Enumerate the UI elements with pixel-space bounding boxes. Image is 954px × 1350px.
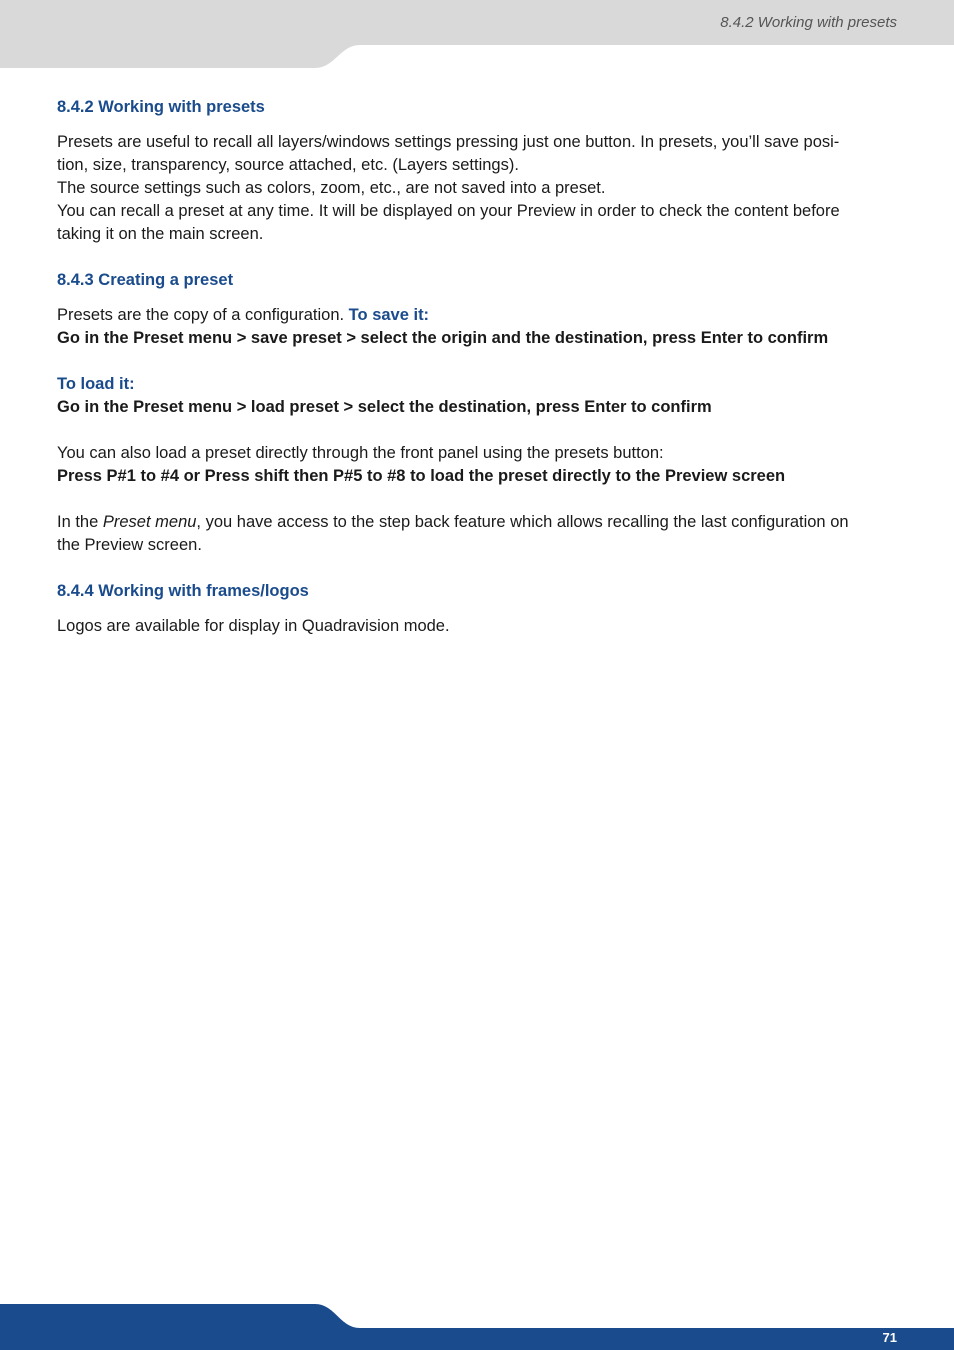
section-heading-844: 8.4.4 Working with frames/logos: [57, 582, 309, 600]
save-intro: [57, 304, 899, 327]
running-header: 8.4.2 Working with presets: [720, 14, 897, 31]
stepback-line2: the Preview screen.: [57, 536, 202, 554]
section-heading-843: 8.4.3 Creating a preset: [57, 271, 234, 289]
paragraph-line: tion, size, transparency, source attached, etc. (Layers settings).: [57, 156, 519, 174]
paragraph-line: taking it on the main screen.: [57, 225, 264, 243]
load-steps: Go in the Preset menu > load preset > select the destination, press Enter to confirm: [57, 398, 712, 416]
paragraph-line: The source settings such as colors, zoom, etc., are not saved into a preset.: [57, 179, 606, 197]
stepback-post: , you have access to the step back feature which allows recalling the last configuration on: [196, 513, 849, 531]
page-content: [57, 96, 899, 638]
intro-text: Presets are the copy of a configuration.: [57, 306, 349, 324]
paragraph-line: Presets are useful to recall all layers/windows settings pressing just one button. In presets, you’ll save posi-: [57, 133, 840, 151]
save-steps: Go in the Preset menu > save preset > select the origin and the destination, press Enter to confirm: [57, 329, 829, 347]
front-panel-steps: Press P#1 to #4 or Press shift then P#5 to #8 to load the preset directly to the Preview screen: [57, 467, 786, 485]
load-label: To load it:: [57, 375, 135, 393]
front-panel-text: You can also load a preset directly through the front panel using the presets button:: [57, 444, 664, 462]
footer-band: [0, 1304, 954, 1350]
logos-text: Logos are available for display in Quadravision mode.: [57, 617, 450, 635]
stepback-pre: In the: [57, 513, 103, 531]
stepback-emphasis: Preset menu: [102, 513, 197, 531]
paragraph-line: You can recall a preset at any time. It will be displayed on your Preview in order to check the content before: [57, 202, 840, 220]
section-heading-842: 8.4.2 Working with presets: [57, 98, 265, 116]
header-band: [0, 0, 954, 70]
stepback-text: [57, 511, 899, 534]
page-number: 71: [882, 1330, 897, 1345]
save-label: To save it:: [348, 306, 430, 324]
